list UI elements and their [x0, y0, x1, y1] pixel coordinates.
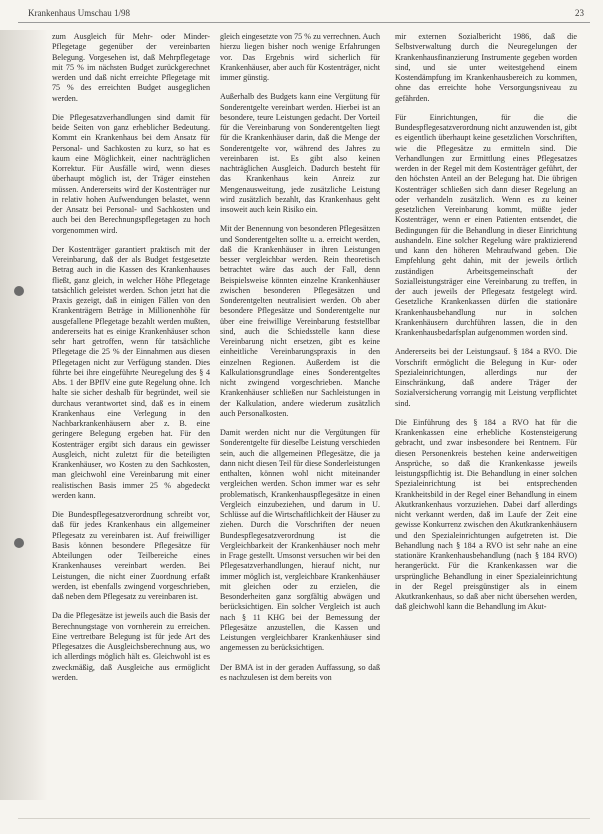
punch-hole-bottom	[14, 538, 24, 548]
paragraph: Da die Pflegesätze ist jeweils auch die Basis der Berechnungstage von vornherein zu erreichen. Eine vertretbare Belegung ist für jede Art des Pflegesatzes die Ausgleichsberechnung aus, wo ich allerdings möglich hält es. Gleichwohl ist es zweckmäßig, daß Ausgleiche aus ermöglicht werden.	[52, 611, 210, 682]
paragraph: Außerhalb des Budgets kann eine Vergütung für Sonderentgelte vereinbart werden. Hierbei ist an besondere, teure Leistungen gedacht. Der Vorteil für die Vereinbarung von Sonderentgelten liegt für die Krankenhäuser darin, daß die Menge der Sonderentgelte vor, während des Jahres zu vereinbaren ist. Es gibt also keinen nachträglichen Ausgleich. Dadurch besteht für das Krankenhaus kein Anreiz zur Mengenausweitung, jede zusätzliche Leistung wird zusätzlich bezahlt, das Krankenhaus geht insoweit auch kein Risiko ein.	[220, 92, 380, 214]
punch-hole-top	[14, 286, 24, 296]
text-column-right	[395, 32, 577, 622]
paragraph: Mit der Benennung von besonderen Pflegesätzen und Sonderentgelten sollte u. a. erreicht werden, daß die Krankenhäuser in ihren Leistungen besser vergleichbar werden. Rein theoretisch betrachtet wäre das auch der Fall, denn Beispielsweise könnten einzelne Krankenhäuser zwischen besonderen Pflegesätzen und Sonderentgelten neutralisiert werden. Ob aber besondere Pflegesätze und Sonderentgelte nur über eine freiwillige Vereinbarung feststellbar sind, auch die Schiedsstelle kann diese Vereinbarung nicht ersetzen, gibt es keine einheitliche Vereinbarungspraxis in den einzelnen Regionen. Außerdem ist die Kalkulationsgrundlage eines Sonderentgeltes nicht zwingend vorgeschrieben. Manche Krankenhäuser schließen nur Sachleistungen in der Kalkulation, andere wiederum zusätzlich auch Personalkosten.	[220, 224, 380, 418]
page-number: 23	[575, 8, 584, 18]
page-bottom-edge	[18, 818, 590, 819]
paragraph: Andererseits bei der Leistungsauf. § 184 a RVO. Die Vorschrift ermöglicht die Belegung in Kur- oder Spezialeinrichtungen, allerdings nur der Einschränkung, daß andere Träger der Sozialversicherung vorrangig mit Leistung verpflichtet sind.	[395, 347, 577, 408]
paragraph: Die Einführung des § 184 a RVO hat für die Krankenkassen eine erhebliche Kostensteigerung gebracht, und zwar insbesondere bei Rentnern. Für diesen Personenkreis bestehen keine anderweitigen Ansprüche, so daß die Krankenkasse jeweils leistungspflichtig ist. Die Behandlung in einer solchen Spezialeinrichtung ist bei entsprechenden Krankheitsbild in der Regel einer Behandlung in einem Akutkrankenhaus vorzuziehen. Dabei darf allerdings nicht verkannt werden, daß im Laufe der Zeit eine gewisse Konkurrenz zwischen den Akutkrankenhäusern und den Spezialeinrichtungen aufgetreten ist. Die Behandlung nach § 184 a RVO ist sehr nahe an eine stationäre Krankenhausbehandlung (nach § 184 RVO) herangerückt. Für die Krankenkassen war die ursprüngliche Behandlung in einer Spezialeinrichtung in der Regel preisgünstiger als in einem Akutkrankenhaus, so daß aber nicht übersehen werden, daß gleichwohl kann die Behandlung im Akut-	[395, 417, 577, 612]
text-column-left	[52, 32, 210, 692]
paragraph: zum Ausgleich für Mehr- oder Minder-Pflegetage gegenüber der vereinbarten Belegung. Vorgesehen ist, daß Mehrpflegetage mit 75 % im nächsten Budget zurückgerechnet werden und daß nicht erreichte Pflegetage mit 75 % des erreichten Budget ausgeglichen werden.	[52, 32, 210, 103]
paragraph: Der Kostenträger garantiert praktisch mit der Vereinbarung, daß der als Budget festgesetzte Betrag auch in die Kassen des Krankenhauses fließt, ganz gleich, in welcher Höhe Pflegetage tatsächlich geleistet werden. Schon jetzt hat die Praxis gezeigt, daß in einigen Fällen von den Krankenträgern Beträge in Millionenhöhe für ausgefallene Pflegetage bezahlt werden mußten, andererseits hat es einige Krankenhäuser schon sehr hart getroffen, wenn für tatsächliche Pflegetage die 25 % der Einnahmen aus diesen Pflegetagen nicht zur Verfügung standen. Dies führte bei ihre eingeführte Neuregelung des § 4 Abs. 1 der BPflV eine gute Regelung ohne. Ich halte sie sicher deshalb für begründet, weil sie durchaus verantwortet sind, daß es in einem Krankenhaus eine Verlegung in den Nachbarkrankenhäusern aber z. B. eine geringere Belegung ergeben hat. Für den Kostenträger ergibt sich daraus ein gewisser Ausgleich, nicht zuletzt für die beteiligten Krankenhäuser, wo Kosten zu den Sachkosten, man gleichwohl eine Vereinbarung mit einer realistischen Basis immer 25 % abgedeckt werden kann.	[52, 244, 210, 500]
paragraph: Die Bundespflegesatzverordnung schreibt vor, daß für jedes Krankenhaus ein allgemeiner Pflegesatz zu vereinbaren ist. Auf freiwilliger Basis können besondere Pflegesätze für Abteilungen oder Teilbereiche eines Krankenhauses vereinbart werden. Bei Leistungen, die nicht einer Zuordnung erfaßt werden, ist ebenfalls zwingend vorgeschrieben, daß neben dem Pflegesatz zu vereinbaren ist.	[52, 510, 210, 601]
scan-gutter-shadow	[0, 30, 48, 800]
paragraph: Für Einrichtungen, für die die Bundespflegesatzverordnung nicht anzuwenden ist, gibt es eigentlich überhaupt keine gesetzlichen Vorschriften, wie die Pflegesätze zu ermitteln sind. Die Verhandlungen zur Ermittlung eines Pflegesatzes werden in der Regel mit dem Kostenträger geführt, der den höchsten Anteil an der Belegung hat. Die übrigen Kostenträger schließen sich dann dieser Regelung an oder verhandeln zusätzlich. Wenn es zu keiner gesetzlichen Vereinbarung kommt, müßte jeder Kostenträger, wenn er einen Patienten entsendet, die Bedingungen für die Behandlung in dieser Einrichtung aushandeln. Eine solcher Regelung wäre praktizierend und kann den höheren Mehraufwand geben. Die Empfehlung geht dahin, mit der jeweils örtlich zuständigen Arbeitsgemeinschaft der Sozialleistungsträger eine Vereinbarung zu treffen, in der auch jeweils der Pflegesatz festgelegt wird. Gesetzliche Krankenkassen dürfen die stationäre Krankenhausbehandlung nur in solchen Krankenhäusern durchführen lassen, die in den Krankenhausbedarfsplan aufgenommen worden sind.	[395, 112, 577, 337]
paragraph: Damit werden nicht nur die Vergütungen für Sonderentgelte für dieselbe Leistung verschieden sein, auch die allgemeinen Pflegesätze, die ja dann nicht diesen Teil für diese Sonderleistungen enthalten, können wohl nicht miteinander vergleichen werden. Schon immer war es sehr problematisch, Krankenhauspflegesätze in einen Vergleich einzubeziehen, und darum in U. Schlüsse auf die Wirtschaftlichkeit der Häuser zu ziehen. Durch die Vorschriften der neuen Bundespflegesatzverordnung ist die Vergleichbarkeit der Krankenhäuser noch mehr in Frage gestellt. Umsonst versuchen wir bei den Pflegesatzverhandlungen, hierauf nicht, nur immer möglich ist, vergleichbare Krankenhäuser mit gleichen oder zu erzielen, die Besonderheiten ganz sorgfältig abwägen und berücksichtigen. Ein solcher Vergleich ist auch nach § 11 KHG bei der Bemessung der Pflegesätze anzustellen, die Kassen und Leistungen vergleichbarer Krankenhäuser sind angemessen zu berücksichtigen.	[220, 428, 380, 653]
header-rule	[18, 22, 590, 23]
paragraph: Die Pflegesatzverhandlungen sind damit für beide Seiten von ganz erheblicher Bedeutung. Kommt ein Krankenhaus bei dem Ansatz für Personal- und Sachkosten zu kurz, so hat es kaum eine Möglichkeit, einer nachträglichen Korrektur. Für Ausfälle wird, wenn dieses überhaupt möglich ist, der Träger einstehen müssen. Andererseits wird der Kostenträger nur in relativ hohen Aufwendungen belastet, wenn der Ansatz bei Personal- und Sachkosten und auch bei den Berechnungspflegetagen zu hoch vorgenommen wird.	[52, 112, 210, 235]
page-header	[18, 6, 590, 22]
paragraph: gleich eingesetzte von 75 % zu verrechnen. Auch hierzu liegen bisher noch wenige Erfahrungen vor. Das Ergebnis wird sicherlich für Krankenhäuser, aber auch für Kostenträger, nicht immer günstig.	[220, 32, 380, 82]
text-column-middle	[220, 32, 380, 692]
paragraph: mir externen Sozialbericht 1986, daß die Selbstverwaltung durch die Neuregelungen der Krankenhausfinanzierung Instrumente gegeben worden sind, und sie unter weitestgehend einem Kostendämpfung im Krankenhausbereich zu kommen, ohne das erreichte hohe Versorgungsniveau zu gefährden.	[395, 32, 577, 103]
journal-title: Krankenhaus Umschau 1/98	[28, 8, 130, 18]
paragraph: Der BMA ist in der geraden Auffassung, so daß es nachzulesen ist dem bereits von	[220, 662, 380, 682]
